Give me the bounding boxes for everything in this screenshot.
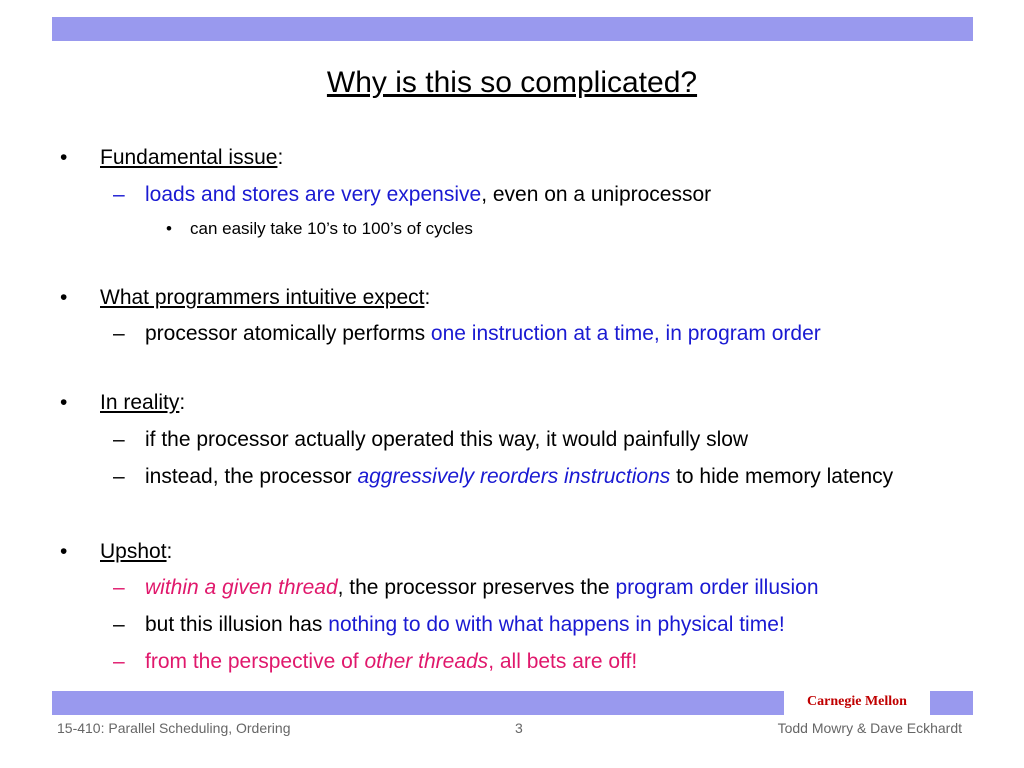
dash-marker: – [113, 322, 125, 345]
highlight-text: nothing to do with what happens in physical time! [328, 613, 785, 636]
highlight-text: from the perspective of [145, 650, 365, 673]
bullet-colon: : [277, 146, 284, 169]
bullet-heading: In reality [100, 391, 180, 414]
plain-text: , even on a uniprocessor [481, 183, 712, 206]
carnegie-mellon-logo [784, 687, 930, 717]
bullet-marker: • [60, 286, 68, 309]
dash-marker: – [113, 650, 125, 673]
sub-painfully-slow: if the processor actually operated this way, it would painfully slow [145, 428, 749, 451]
logo-text: Carnegie Mellon [807, 694, 907, 709]
footer-authors: Todd Mowry & Dave Eckhardt [777, 720, 962, 736]
footer-page-number: 3 [515, 720, 523, 736]
highlight-text: other threads [364, 650, 489, 673]
bullet-marker: • [60, 540, 68, 563]
highlight-text: loads and stores are very expensive [145, 183, 482, 206]
sub-atomic-order [145, 322, 821, 346]
dash-marker: – [113, 183, 125, 206]
highlight-text: , all bets are off! [488, 650, 638, 673]
dash-marker: – [113, 465, 125, 488]
dash-marker: – [113, 576, 125, 599]
dash-marker: – [113, 428, 125, 451]
highlight-text: aggressively reorders instructions [357, 465, 671, 488]
plain-text: , the processor preserves the [337, 576, 616, 599]
highlight-text: within a given thread [145, 576, 338, 599]
bullet-programmers-expect [100, 286, 430, 310]
top-accent-bar [52, 17, 973, 41]
bullet-colon: : [179, 391, 186, 414]
slide-title: Why is this so complicated? [326, 66, 698, 99]
sub-loads-stores [145, 183, 711, 207]
bullet-in-reality [100, 391, 185, 415]
footer-course: 15-410: Parallel Scheduling, Ordering [57, 720, 291, 736]
sub-reorders [145, 465, 893, 489]
sub-given-thread [145, 576, 819, 600]
highlight-text: program order illusion [615, 576, 819, 599]
bullet-marker: • [60, 391, 68, 414]
bullet-colon: : [166, 540, 173, 563]
plain-text: instead, the processor [145, 465, 358, 488]
sub-other-threads [145, 650, 637, 674]
plain-text: but this illusion has [145, 613, 329, 636]
sub-physical-time [145, 613, 785, 637]
bullet-heading: What programmers intuitive expect [100, 286, 425, 309]
subsub-cycles: can easily take 10’s to 100’s of cycles [190, 219, 473, 238]
bullet-heading: Fundamental issue [100, 146, 278, 169]
bullet-heading: Upshot [100, 540, 167, 563]
dash-marker: – [113, 613, 125, 636]
bullet-colon: : [424, 286, 431, 309]
highlight-text: one instruction at a time, in program order [430, 322, 821, 345]
plain-text: to hide memory latency [670, 465, 894, 488]
bullet-upshot [100, 540, 172, 564]
small-bullet-marker: • [166, 219, 172, 238]
bullet-fundamental-issue [100, 146, 283, 170]
plain-text: processor atomically performs [145, 322, 431, 345]
bullet-marker: • [60, 146, 68, 169]
